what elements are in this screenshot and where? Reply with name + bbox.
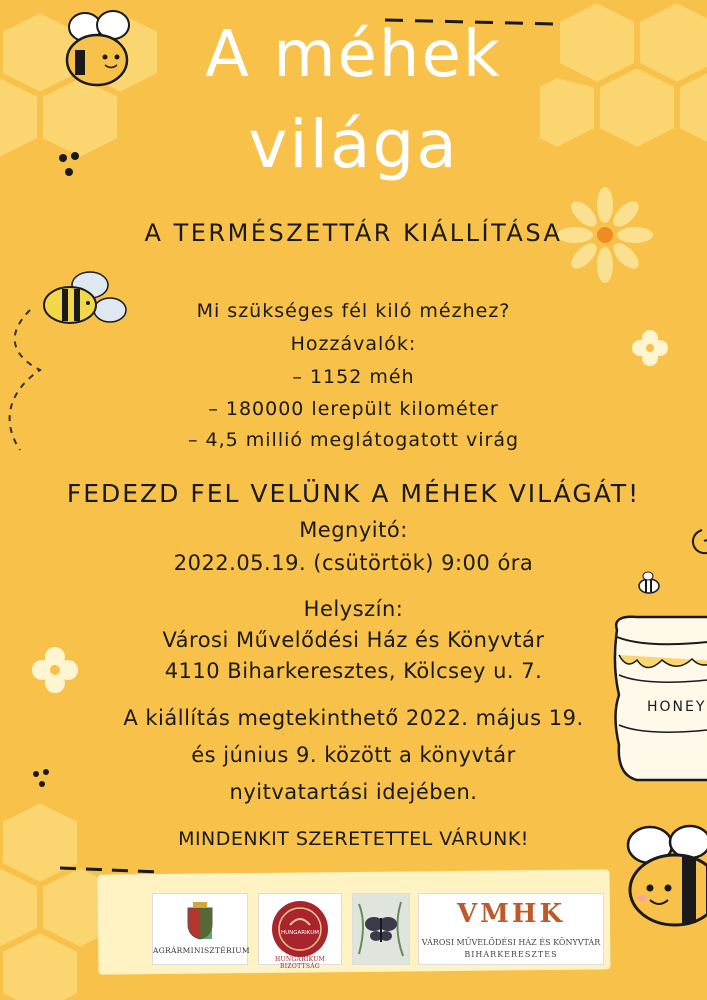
location-line-2: 4110 Biharkeresztes, Kölcsey u. 7. bbox=[164, 659, 543, 683]
hungarikum-caption: HUNGARIKUM BIZOTTSÁG bbox=[274, 956, 326, 970]
agrarminiszterium-logo bbox=[152, 893, 248, 965]
hungarikum-seal-icon bbox=[270, 899, 330, 959]
vmhk-logo bbox=[418, 893, 604, 965]
exhibition-line: nyitvatartási idejében. bbox=[229, 780, 478, 804]
ingredients-heading: Hozzávalók: bbox=[290, 333, 417, 355]
headline: FEDEZD FEL VELÜNK A MÉHEK VILÁGÁT! bbox=[66, 479, 641, 508]
opening-label: Megnyitó: bbox=[299, 518, 408, 542]
welcome-text: MINDENKIT SZERETETTEL VÁRUNK! bbox=[178, 828, 529, 850]
ingredient-item: – 1152 méh bbox=[292, 366, 415, 388]
ingredient-item: – 4,5 millió meglátogatott virág bbox=[187, 429, 520, 451]
vmhk-line-2: BIHARKERESZTES bbox=[464, 950, 558, 959]
coat-of-arms-icon bbox=[185, 902, 215, 940]
question-text: Mi szükséges fél kiló mézhez? bbox=[196, 300, 511, 322]
book-cover-logo bbox=[352, 893, 410, 965]
vmhk-letters: VMHK bbox=[456, 899, 566, 929]
honey-label: HONEY bbox=[647, 699, 707, 715]
agr-caption: AGRÁRMINISZTÉRIUM bbox=[153, 946, 250, 955]
location-label: Helyszín: bbox=[303, 597, 404, 621]
hungarikum-inner-text: HUNGARIKUM bbox=[281, 930, 319, 936]
exhibition-line: és június 9. között a könyvtár bbox=[191, 743, 516, 767]
title-line-1: A méhek bbox=[205, 18, 502, 92]
vmhk-line-1: VÁROSI MŰVELŐDÉSI HÁZ ÉS KÖNYVTÁR bbox=[421, 938, 601, 947]
ingredient-item: – 180000 lerepült kilométer bbox=[208, 398, 499, 420]
hungarikum-logo bbox=[258, 893, 342, 970]
butterfly-icon bbox=[353, 894, 409, 964]
location-line-1: Városi Művelődési Ház és Könyvtár bbox=[162, 628, 545, 652]
subtitle: A TERMÉSZETTÁR KIÁLLÍTÁSA bbox=[144, 219, 563, 247]
opening-value: 2022.05.19. (csütörtök) 9:00 óra bbox=[173, 551, 534, 575]
exhibition-line: A kiállítás megtekinthető 2022. május 19. bbox=[123, 706, 584, 730]
title-line-2: világa bbox=[248, 106, 459, 183]
